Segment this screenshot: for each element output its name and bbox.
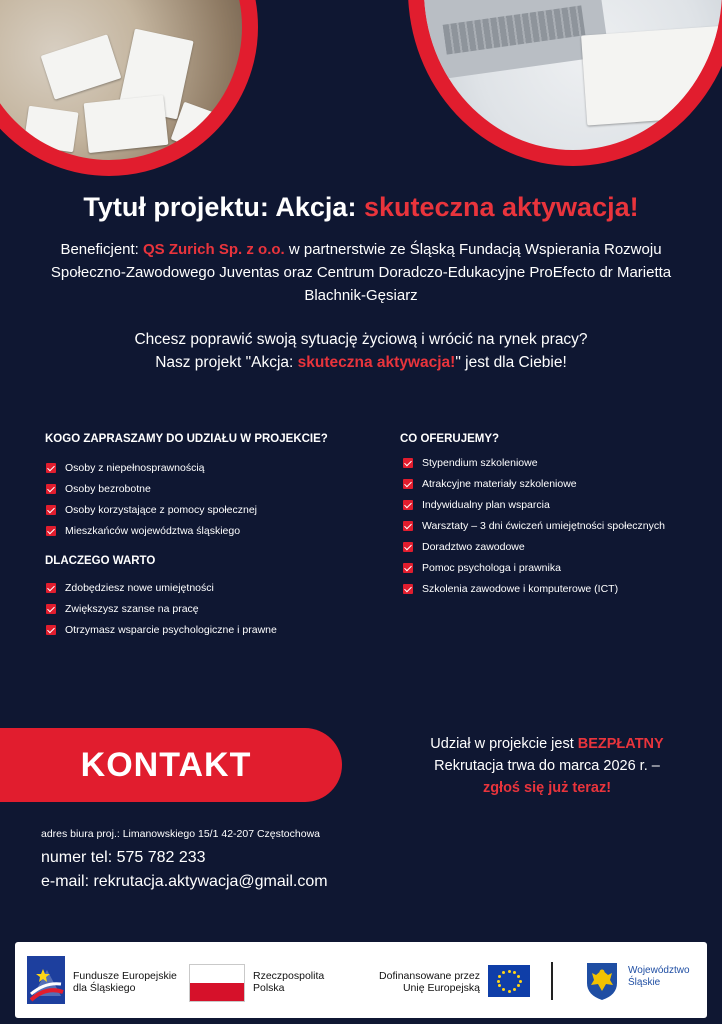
rp-line-2: Polska	[253, 982, 285, 994]
silesia-coat-of-arms-icon	[585, 961, 619, 1001]
list-item	[46, 619, 277, 640]
participation-cta	[392, 777, 702, 799]
list-item-label: Szkolenia zawodowe i komputerowe (ICT)	[422, 582, 619, 595]
title-prefix: Tytuł projektu: Akcja:	[83, 192, 364, 222]
free-badge: BEZPŁATNY	[577, 736, 664, 752]
fe-line-1: Fundusze Europejskie	[73, 970, 177, 982]
eu-logo-text	[348, 970, 480, 994]
list-item	[403, 557, 665, 578]
signup-cta: zgłoś się już teraz!	[482, 780, 612, 796]
participation-prefix: Udział w projekcie jest	[430, 736, 578, 752]
checkbox-icon	[46, 526, 56, 536]
laptop-photo	[408, 0, 722, 166]
list-item-label: Osoby bezrobotne	[65, 482, 151, 495]
list-item	[403, 536, 665, 557]
office-address: adres biura proj.: Limanowskiego 15/1 42-207 Częstochowa	[41, 828, 320, 840]
list-item	[46, 577, 277, 598]
list-item	[403, 473, 665, 494]
region-line-2: Śląskie	[628, 977, 661, 988]
list-item	[46, 520, 257, 541]
poland-flag-icon	[189, 964, 245, 1002]
list-item	[46, 598, 277, 619]
list-item-label: Pomoc psychologa i prawnika	[422, 561, 561, 574]
contact-banner	[0, 728, 342, 802]
checkbox-icon	[403, 479, 413, 489]
list-item	[46, 478, 257, 499]
checkbox-icon	[403, 542, 413, 552]
beneficiary-text	[40, 238, 682, 307]
list-item-label: Stypendium szkoleniowe	[422, 456, 538, 469]
invitation-line-2	[60, 351, 662, 374]
offer-heading: CO OFERUJEMY?	[400, 433, 500, 445]
list-item-label: Zwiększysz szanse na pracę	[65, 602, 199, 615]
meeting-photo	[0, 0, 258, 176]
fe-logo-text	[73, 970, 177, 994]
list-item	[403, 452, 665, 473]
checkbox-icon	[46, 604, 56, 614]
list-item-label: Zdobędziesz nowe umiejętności	[65, 581, 214, 594]
who-heading: KOGO ZAPRASZAMY DO UDZIAŁU W PROJEKCIE?	[45, 433, 328, 445]
list-item-label: Osoby korzystające z pomocy społecznej	[65, 503, 257, 516]
list-item	[403, 515, 665, 536]
why-list	[46, 577, 277, 640]
participation-line-2: Rekrutacja trwa do marca 2026 r. –	[434, 758, 660, 774]
logo-divider	[551, 962, 553, 1000]
email-address[interactable]: e-mail: rekrutacja.aktywacja@gmail.com	[41, 873, 328, 890]
who-list	[46, 457, 257, 541]
participation-info	[392, 733, 702, 799]
checkbox-icon	[46, 463, 56, 473]
list-item-label: Indywidualny plan wsparcia	[422, 498, 550, 511]
invitation-line-2-prefix: Nasz projekt "Akcja:	[155, 354, 298, 371]
checkbox-icon	[46, 505, 56, 515]
list-item-label: Mieszkańców województwa śląskiego	[65, 524, 241, 537]
participation-line-1	[392, 733, 702, 755]
list-item	[403, 494, 665, 515]
title-highlight: skuteczna aktywacja!	[363, 192, 639, 222]
invitation-line-1: Chcesz poprawić swoją sytuację życiową i wrócić na rynek pracy?	[134, 331, 588, 348]
list-item-label: Atrakcyjne materiały szkoleniowe	[422, 477, 577, 490]
checkbox-icon	[403, 563, 413, 573]
eu-flag-icon	[488, 965, 530, 997]
checkbox-icon	[46, 583, 56, 593]
list-item	[46, 457, 257, 478]
phone-number[interactable]: numer tel: 575 782 233	[41, 849, 206, 866]
region-logo-text	[628, 965, 690, 989]
invitation-highlight: skuteczna aktywacja!	[297, 354, 456, 371]
list-item-label: Otrzymasz wsparcie psychologiczne i prawne	[65, 623, 277, 636]
invitation-line-2-suffix: " jest dla Ciebie!	[455, 354, 567, 371]
fe-line-2: dla Śląskiego	[73, 982, 136, 994]
eu-line-1: Dofinansowane przez	[379, 970, 480, 982]
checkbox-icon	[403, 458, 413, 468]
list-item	[403, 578, 665, 599]
checkbox-icon	[46, 484, 56, 494]
region-line-1: Województwo	[628, 965, 690, 976]
checkbox-icon	[403, 500, 413, 510]
list-item-label: Doradztwo zawodowe	[422, 540, 525, 553]
checkbox-icon	[46, 625, 56, 635]
invitation-text	[60, 328, 662, 374]
fe-logo-icon	[27, 956, 65, 1004]
beneficiary-label: Beneficjent:	[60, 241, 144, 258]
why-heading: DLACZEGO WARTO	[45, 555, 156, 567]
rp-logo-text	[253, 970, 324, 994]
offer-list	[403, 452, 665, 599]
checkbox-icon	[403, 584, 413, 594]
list-item-label: Warsztaty – 3 dni ćwiczeń umiejętności społecznych	[422, 519, 665, 532]
project-title	[0, 192, 722, 223]
funding-logos-bar	[15, 942, 707, 1018]
checkbox-icon	[403, 521, 413, 531]
beneficiary-company: QS Zurich Sp. z o.o.	[143, 241, 285, 258]
list-item-label: Osoby z niepełnosprawnością	[65, 461, 205, 474]
list-item	[46, 499, 257, 520]
eu-line-2: Unię Europejską	[402, 982, 480, 994]
beneficiary-rest: w partnerstwie ze Śląską Fundacją Wspierania Rozwoju Społeczno-Zawodowego Juventas oraz Centrum Doradczo-Edukacyjne ProEfecto dr Marietta Blachnik-Gęsiarz	[50, 241, 672, 304]
rp-line-1: Rzeczpospolita	[253, 970, 325, 982]
contact-label: KONTAKT	[80, 745, 252, 784]
